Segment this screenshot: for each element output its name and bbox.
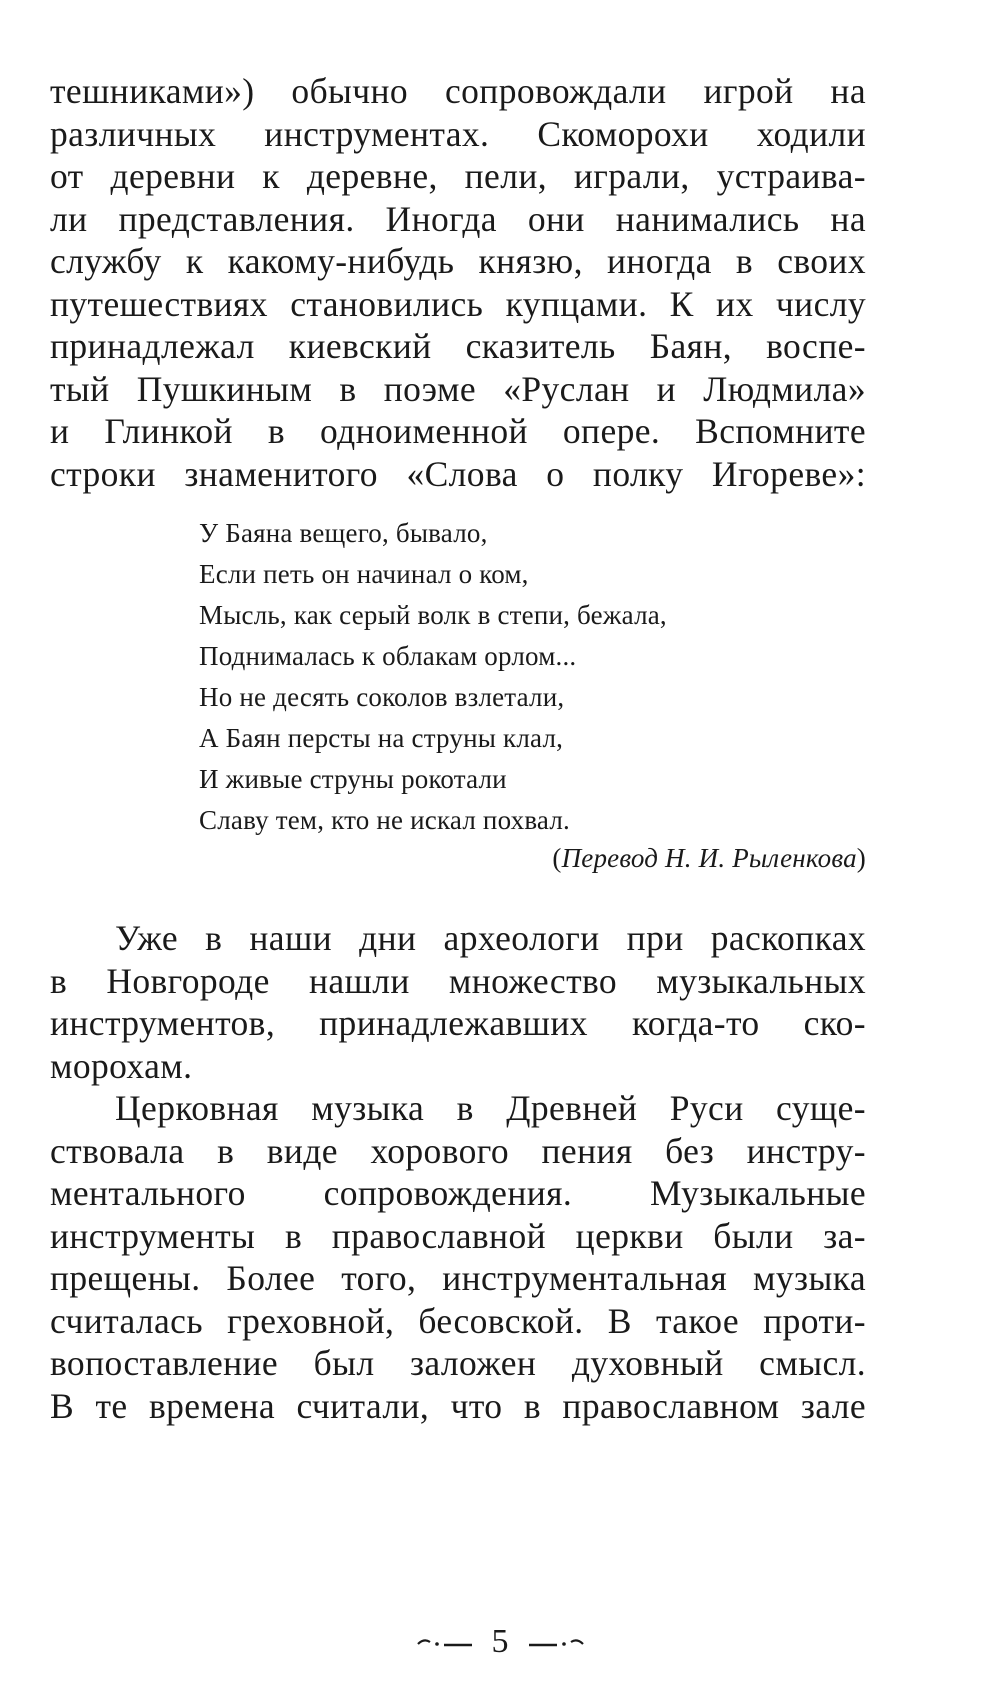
poem-line: Если петь он начинал о ком, xyxy=(199,559,529,589)
text-line: инструментов, принадлежавших когда-то ско- xyxy=(50,1003,866,1043)
text-line: ментального сопровождения. Музыкальные xyxy=(50,1173,866,1213)
text-line: различных инструментах. Скоморохи ходили xyxy=(50,113,866,154)
text-line: вопоставление был заложен духовный смысл. xyxy=(50,1343,866,1383)
text-line: принадлежал киевский сказитель Баян, воспе- xyxy=(50,326,866,366)
text-line: В те времена считали, что в православном зале xyxy=(50,1385,866,1426)
left-ornament-icon xyxy=(416,1632,474,1652)
text-line: и Глинкой в одноименной опере. Вспомните xyxy=(50,411,866,451)
text-line: в Новгороде нашли множество музыкальных xyxy=(50,960,866,1001)
text-line: Церковная музыка в Древней Руси суще- xyxy=(115,1088,866,1128)
poem-line: Мысль, как серый волк в степи, бежала, xyxy=(199,600,667,630)
poem-line: Славу тем, кто не искал похвал. xyxy=(199,805,570,835)
translation-attribution xyxy=(50,841,866,875)
text-line: прещены. Более того, инструментальная музыка xyxy=(50,1258,866,1298)
page-footer xyxy=(0,1620,1000,1664)
paragraph-archaeology xyxy=(50,917,866,1087)
text-line: службу к какому-нибудь князю, иногда в своих xyxy=(50,241,866,281)
poem-line: И живые струны рокотали xyxy=(199,764,507,794)
attribution-open-paren: ( xyxy=(552,843,562,873)
text-line: Уже в наши дни археологи при раскопках xyxy=(115,918,866,958)
poem-line: Поднималась к облакам орлом... xyxy=(199,641,577,671)
poem-block xyxy=(50,513,866,841)
paragraph-church-music xyxy=(50,1087,866,1427)
text-line: ли представления. Иногда они нанимались на xyxy=(50,198,866,239)
page-number: 5 xyxy=(491,1623,509,1660)
text-line: инструменты в православной церкви были за- xyxy=(50,1215,866,1256)
text-line: морохам. xyxy=(50,1045,193,1086)
text-line: тешниками») обычно сопровождали игрой на xyxy=(50,71,866,111)
poem-line: А Баян персты на струны клал, xyxy=(199,723,564,753)
text-line: от деревни к деревне, пели, играли, устраива- xyxy=(50,156,866,196)
right-ornament-icon xyxy=(527,1632,585,1652)
text-line: тый Пушкиным в поэме «Руслан и Людмила» xyxy=(50,368,866,409)
attribution-close-paren: ) xyxy=(856,843,866,873)
poem-line: У Баяна вещего, бывало, xyxy=(199,518,488,548)
text-line: строки знаменитого «Слова о полку Игореве»: xyxy=(50,453,866,494)
attribution-text: Перевод Н. И. Рыленкова xyxy=(561,843,857,873)
text-line: ствовала в виде хорового пения без инстру- xyxy=(50,1130,866,1171)
page-body xyxy=(50,70,866,1427)
text-line: путешествиях становились купцами. К их числу xyxy=(50,283,866,324)
text-line: считалась греховной, бесовской. В такое проти- xyxy=(50,1300,866,1341)
paragraph-skomorokhi xyxy=(50,70,866,495)
poem-line: Но не десять соколов взлетали, xyxy=(199,682,565,712)
